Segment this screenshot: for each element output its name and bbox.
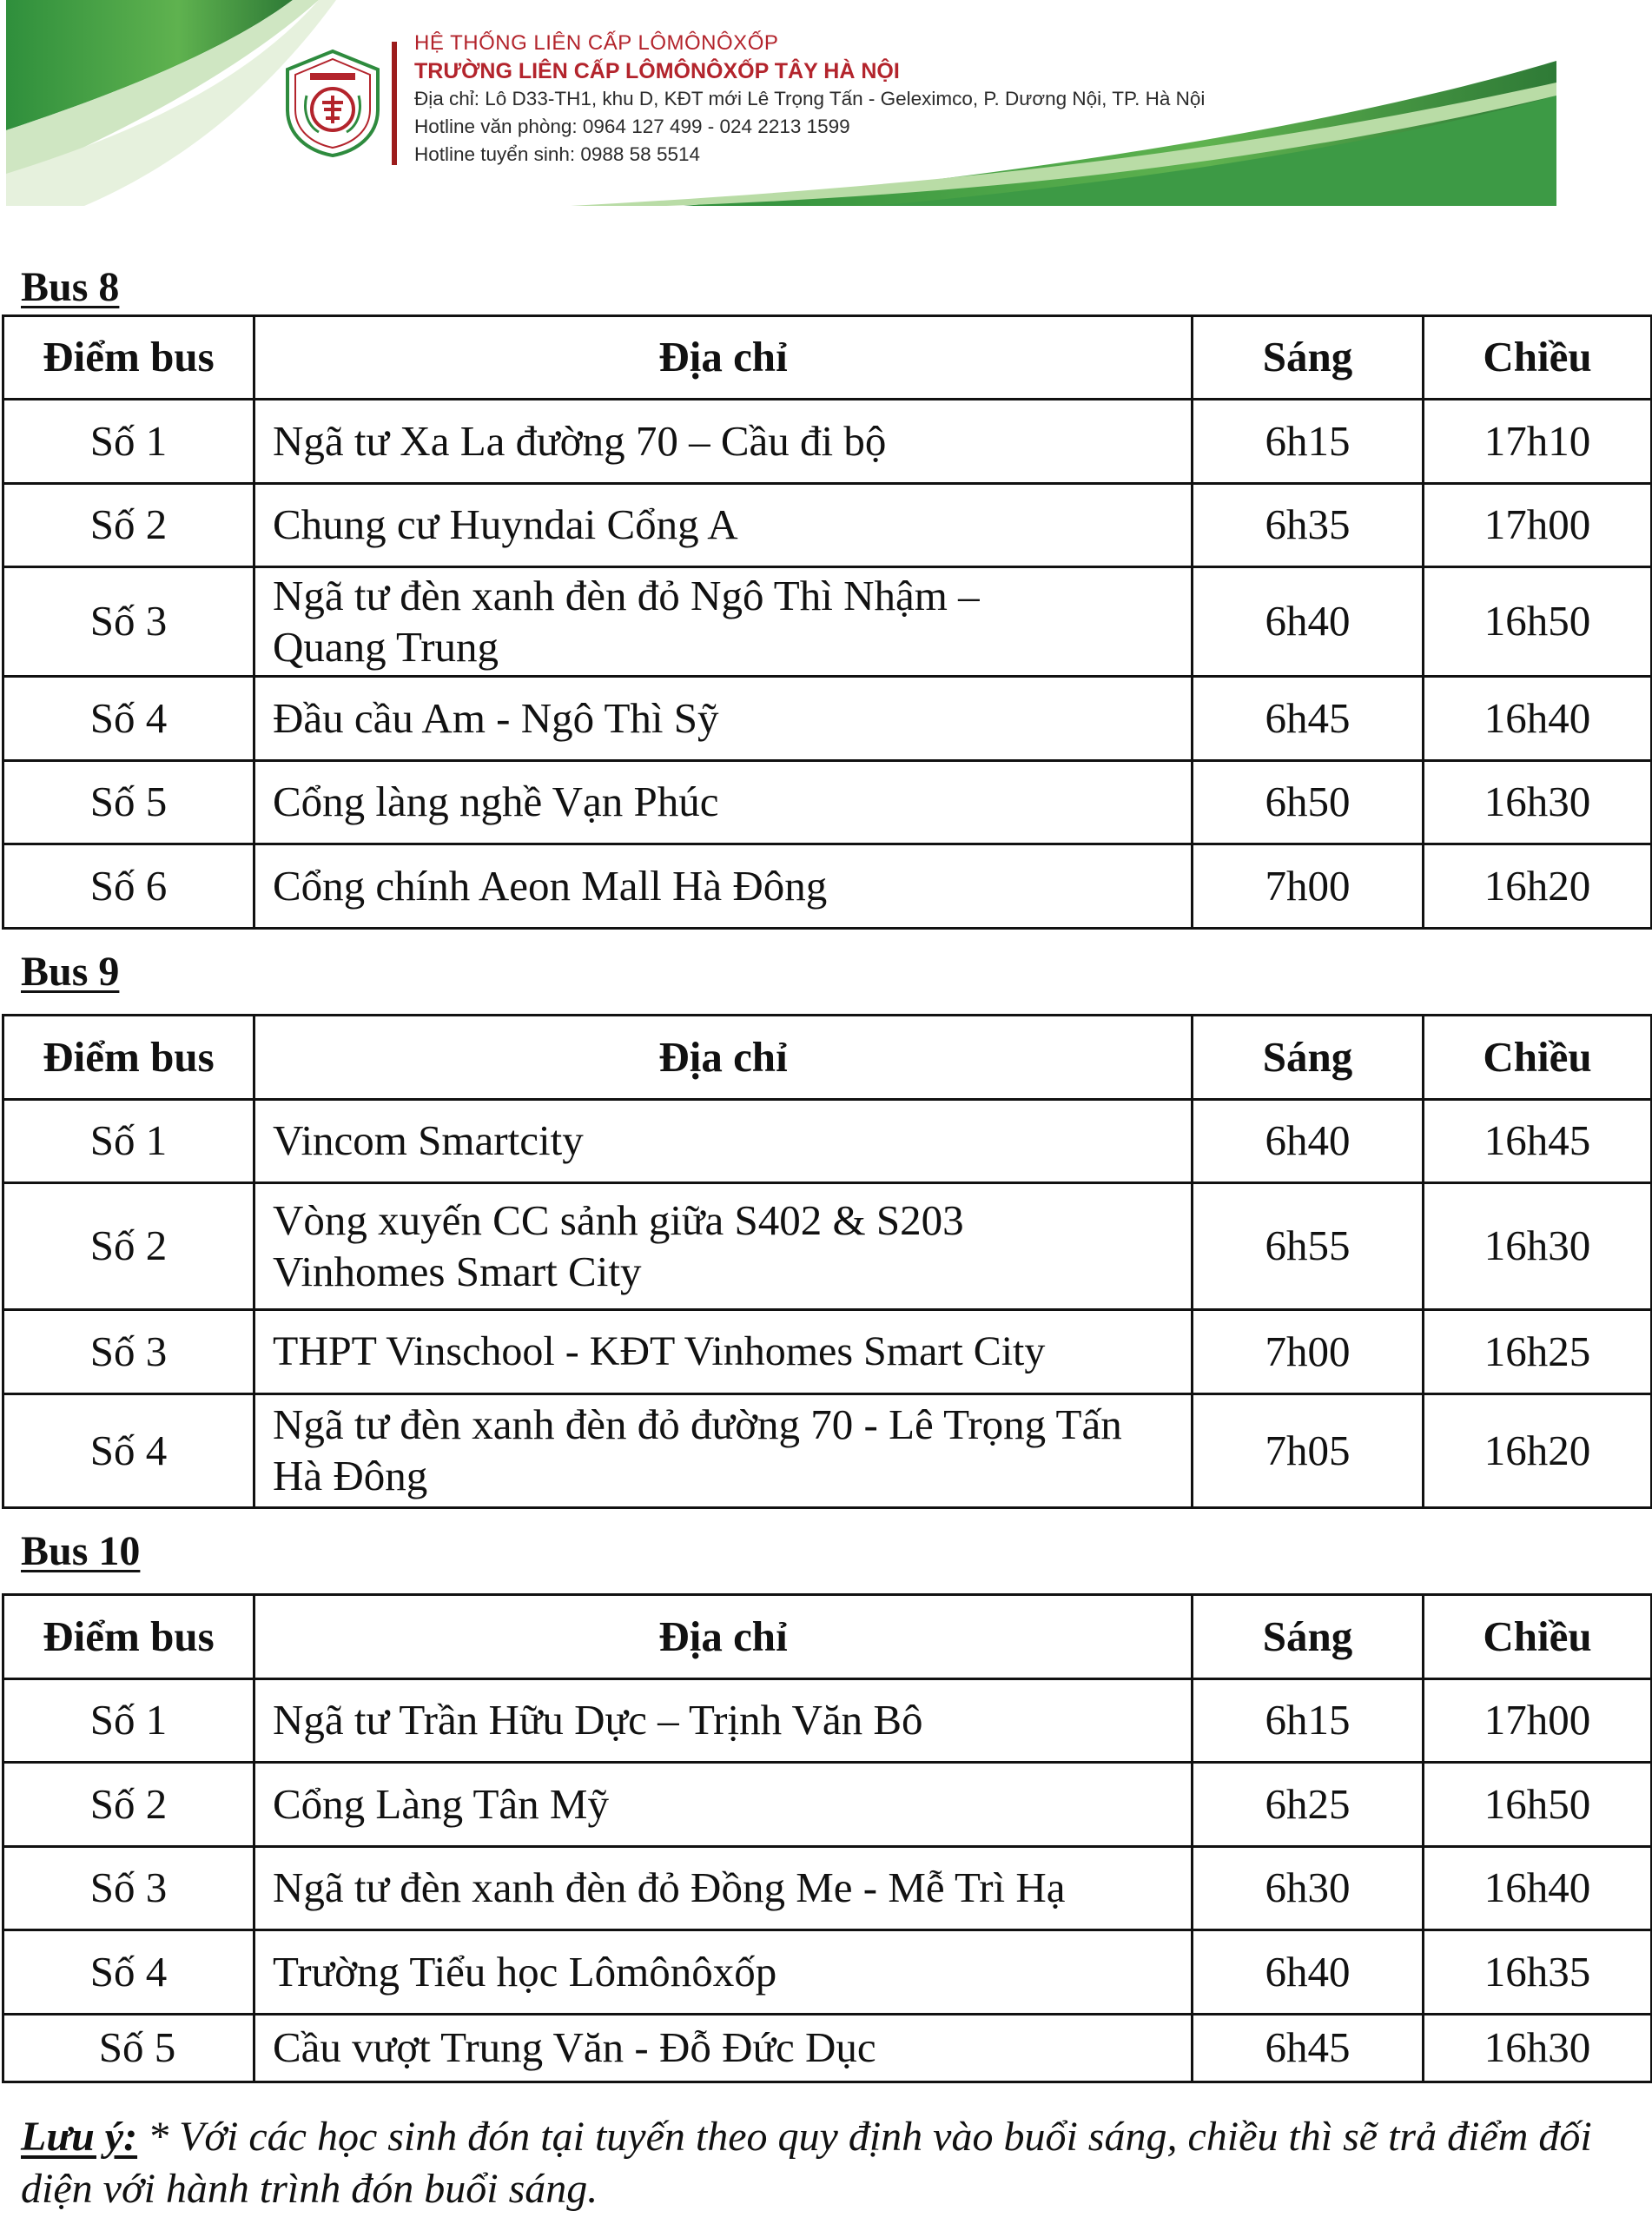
morning-time: 6h40 — [1193, 1930, 1424, 2015]
stop-address: Cổng Làng Tân Mỹ — [254, 1763, 1193, 1847]
note-text: * Với các học sinh đón tại tuyến theo quy định vào buổi sáng, chiều thì sẽ trả điểm đối diện với hành trình đón buổi sáng. — [21, 2114, 1592, 2212]
afternoon-time: 16h30 — [1424, 1183, 1652, 1310]
header-morning: Sáng — [1193, 1595, 1424, 1679]
table-row — [3, 1847, 1652, 1930]
office-hotline: Hotline văn phòng: 0964 127 499 - 024 2213 1599 — [414, 116, 850, 137]
stop-number: Số 2 — [3, 1763, 254, 1847]
bus-9-schedule-table — [2, 1014, 1652, 1509]
afternoon-time: 16h30 — [1424, 2015, 1652, 2082]
stop-number: Số 2 — [3, 1183, 254, 1310]
bus-8-schedule-table — [2, 314, 1652, 930]
table-row — [3, 1394, 1652, 1508]
morning-time: 7h00 — [1193, 844, 1424, 929]
school-name: TRƯỜNG LIÊN CẤP LÔMÔNÔXỐP TÂY HÀ NỘI — [414, 59, 900, 83]
morning-time: 6h50 — [1193, 761, 1424, 844]
morning-time: 6h40 — [1193, 567, 1424, 677]
table-row — [3, 1183, 1652, 1310]
stop-address: Trường Tiểu học Lômônôxốp — [254, 1930, 1193, 2015]
stop-address: Cổng làng nghề Vạn Phúc — [254, 761, 1193, 844]
morning-time: 6h15 — [1193, 400, 1424, 484]
header-stop: Điểm bus — [3, 1595, 254, 1679]
header-stop: Điểm bus — [3, 316, 254, 400]
table-row — [3, 761, 1652, 844]
stop-number: Số 3 — [3, 1310, 254, 1394]
note-label: Lưu ý: — [21, 2114, 138, 2160]
afternoon-time: 16h45 — [1424, 1100, 1652, 1183]
school-seal-icon — [284, 49, 381, 158]
table-row — [3, 2015, 1652, 2082]
morning-time: 7h05 — [1193, 1394, 1424, 1508]
afternoon-time: 16h40 — [1424, 1847, 1652, 1930]
header-address: Địa chỉ — [254, 1016, 1193, 1100]
stop-address: Ngã tư đèn xanh đèn đỏ đường 70 - Lê Trọng Tấn Hà Đông — [254, 1394, 1193, 1508]
school-address: Địa chỉ: Lô D33-TH1, khu D, KĐT mới Lê Trọng Tấn - Geleximco, P. Dương Nội, TP. Hà Nội — [414, 88, 1206, 109]
table-row — [3, 1310, 1652, 1394]
header-stop: Điểm bus — [3, 1016, 254, 1100]
header-morning: Sáng — [1193, 1016, 1424, 1100]
afternoon-time: 16h50 — [1424, 1763, 1652, 1847]
header-afternoon: Chiều — [1424, 1016, 1652, 1100]
school-info — [414, 31, 1205, 171]
morning-time: 6h45 — [1193, 2015, 1424, 2082]
header-address: Địa chỉ — [254, 316, 1193, 400]
table-row — [3, 1679, 1652, 1763]
stop-address: Ngã tư Trần Hữu Dực – Trịnh Văn Bô — [254, 1679, 1193, 1763]
stop-number: Số 1 — [3, 1100, 254, 1183]
afternoon-time: 17h00 — [1424, 484, 1652, 567]
stop-number: Số 6 — [3, 844, 254, 929]
table-row — [3, 567, 1652, 677]
stop-number: Số 5 — [3, 761, 254, 844]
morning-time: 6h55 — [1193, 1183, 1424, 1310]
afternoon-time: 16h25 — [1424, 1310, 1652, 1394]
bus-9-title: Bus 9 — [21, 949, 120, 995]
stop-number: Số 4 — [3, 677, 254, 761]
stop-number: Số 1 — [3, 1679, 254, 1763]
stop-address: Ngã tư đèn xanh đèn đỏ Đồng Me - Mễ Trì Hạ — [254, 1847, 1193, 1930]
morning-time: 6h25 — [1193, 1763, 1424, 1847]
stop-address: Cầu vượt Trung Văn - Đỗ Đức Dục — [254, 2015, 1193, 2082]
table-row — [3, 484, 1652, 567]
afternoon-time: 16h30 — [1424, 761, 1652, 844]
stop-number: Số 1 — [3, 400, 254, 484]
morning-time: 6h45 — [1193, 677, 1424, 761]
footnote — [21, 2111, 1636, 2215]
afternoon-time: 16h35 — [1424, 1930, 1652, 2015]
stop-number: Số 4 — [3, 1930, 254, 2015]
stop-address: Đầu cầu Am - Ngô Thì Sỹ — [254, 677, 1193, 761]
header-afternoon: Chiều — [1424, 316, 1652, 400]
admission-hotline: Hotline tuyển sinh: 0988 58 5514 — [414, 143, 700, 165]
morning-time: 6h15 — [1193, 1679, 1424, 1763]
header-divider — [392, 42, 397, 165]
stop-number: Số 2 — [3, 484, 254, 567]
table-row — [3, 844, 1652, 929]
header-afternoon: Chiều — [1424, 1595, 1652, 1679]
stop-number: Số 5 — [3, 2015, 254, 2082]
table-header-row — [3, 1016, 1652, 1100]
stop-address: Ngã tư đèn xanh đèn đỏ Ngô Thì Nhậm – Quang Trung — [254, 567, 1193, 677]
bus-10-title: Bus 10 — [21, 1528, 141, 1574]
bus-10-schedule-table — [2, 1593, 1652, 2083]
afternoon-time: 17h10 — [1424, 400, 1652, 484]
table-row — [3, 677, 1652, 761]
stop-address: THPT Vinschool - KĐT Vinhomes Smart City — [254, 1310, 1193, 1394]
table-row — [3, 1100, 1652, 1183]
afternoon-time: 16h20 — [1424, 1394, 1652, 1508]
stop-address: Chung cư Huyndai Cổng A — [254, 484, 1193, 567]
stop-number: Số 4 — [3, 1394, 254, 1508]
afternoon-time: 17h00 — [1424, 1679, 1652, 1763]
table-row — [3, 1930, 1652, 2015]
morning-time: 6h40 — [1193, 1100, 1424, 1183]
stop-address: Vincom Smartcity — [254, 1100, 1193, 1183]
header-morning: Sáng — [1193, 316, 1424, 400]
afternoon-time: 16h20 — [1424, 844, 1652, 929]
school-header-banner — [6, 0, 1556, 206]
table-row — [3, 400, 1652, 484]
stop-number: Số 3 — [3, 567, 254, 677]
morning-time: 6h30 — [1193, 1847, 1424, 1930]
system-name: HỆ THỐNG LIÊN CẤP LÔMÔNÔXỐP — [414, 31, 779, 55]
table-header-row — [3, 1595, 1652, 1679]
stop-address: Cổng chính Aeon Mall Hà Đông — [254, 844, 1193, 929]
table-header-row — [3, 316, 1652, 400]
bus-8-title: Bus 8 — [21, 264, 120, 310]
morning-time: 7h00 — [1193, 1310, 1424, 1394]
table-row — [3, 1763, 1652, 1847]
stop-number: Số 3 — [3, 1847, 254, 1930]
afternoon-time: 16h40 — [1424, 677, 1652, 761]
morning-time: 6h35 — [1193, 484, 1424, 567]
stop-address: Vòng xuyến CC sảnh giữa S402 & S203 Vinhomes Smart City — [254, 1183, 1193, 1310]
stop-address: Ngã tư Xa La đường 70 – Cầu đi bộ — [254, 400, 1193, 484]
afternoon-time: 16h50 — [1424, 567, 1652, 677]
header-address: Địa chỉ — [254, 1595, 1193, 1679]
